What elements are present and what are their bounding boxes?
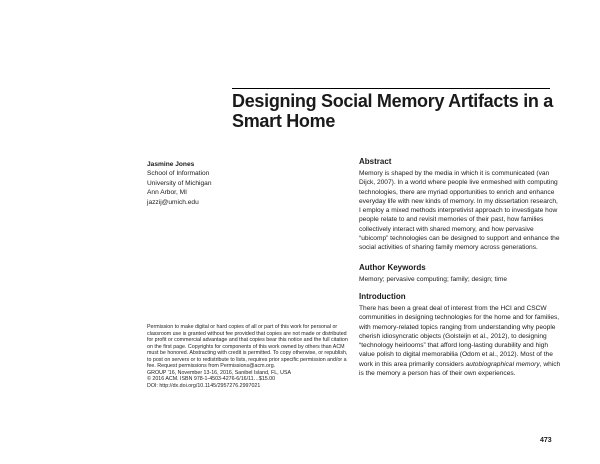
conference-line: GROUP '16, November 13-16, 2016, Sanibel Island, FL, USA xyxy=(147,369,292,376)
introduction-text xyxy=(359,304,561,378)
right-column xyxy=(359,157,561,378)
author-affiliation-line: Ann Arbor, MI xyxy=(147,189,187,197)
author-email[interactable]: jazzij@umich.edu xyxy=(147,198,199,206)
keywords-heading: Author Keywords xyxy=(359,262,426,272)
paper-title: Designing Social Memory Artifacts in a Smart Home xyxy=(232,91,554,131)
author-affiliation-line: School of Information xyxy=(147,170,210,178)
copyright-line: © 2016 ACM. ISBN 978-1-4503-4276-6/16/11…$15.00 xyxy=(147,376,276,383)
page-number: 473 xyxy=(540,437,552,444)
introduction-text-part: , which is the memory a person has of their own experiences. xyxy=(359,360,561,378)
keywords-text: Memory; pervasive computing; family; design; time xyxy=(359,275,508,283)
author-affiliation-line: University of Michigan xyxy=(147,179,212,187)
introduction-heading: Introduction xyxy=(359,291,406,301)
author-block xyxy=(147,160,327,207)
author-name: Jasmine Jones xyxy=(147,161,195,168)
title-rule xyxy=(232,88,550,89)
permission-notice xyxy=(147,324,351,389)
permission-text: Permission to make digital or hard copies of all or part of this work for personal or classroom use is granted without fee provided that copies are not made or distributed for profit or commercial advantage and that copies bear this notice and the full citation on the first page. Copyrights for components of this work owned by others than ACM must be honored. Abstracting with credit is permitted. To copy otherwise, or republish, to post on servers or to redistribute to lists, requires prior specific permission and/or a fee. Request permissions from Permissions@acm.org. xyxy=(147,324,348,370)
introduction-italic-term: autobiographical memory xyxy=(465,360,540,368)
abstract-heading: Abstract xyxy=(359,157,392,166)
introduction-text-part: There has been a great deal of interest from the HCI and CSCW communities in designing technologies for the home and for families, with memory-related topics ranging from understanding why people cherish idiosyncratic objects (Golsteijn et al., 2012), to designing “technology heirlooms” that afford long-lasting durability and high value polish to digital memorabilia (Odom et al., 2012). Most of the work in this area primarily considers xyxy=(359,304,560,368)
doi-line[interactable]: DOI: http://dx.doi.org/10.1145/2957276.2997021 xyxy=(147,382,261,389)
abstract-text: Memory is shaped by the media in which it is communicated (van Dijck, 2007). In a world where people live enmeshed with computing technologies, there are myriad opportunities to enrich and enhance everyday life with new kinds of memory. In my dissertation research, I employ a mixed methods interpretivist approach to investigate how people relate to and revisit memories of their past, how families collectively interact with shared memory, and how pervasive “ubicomp” technologies can be designed to support and enhance the social activities of sharing family memory across generations. xyxy=(359,170,560,252)
